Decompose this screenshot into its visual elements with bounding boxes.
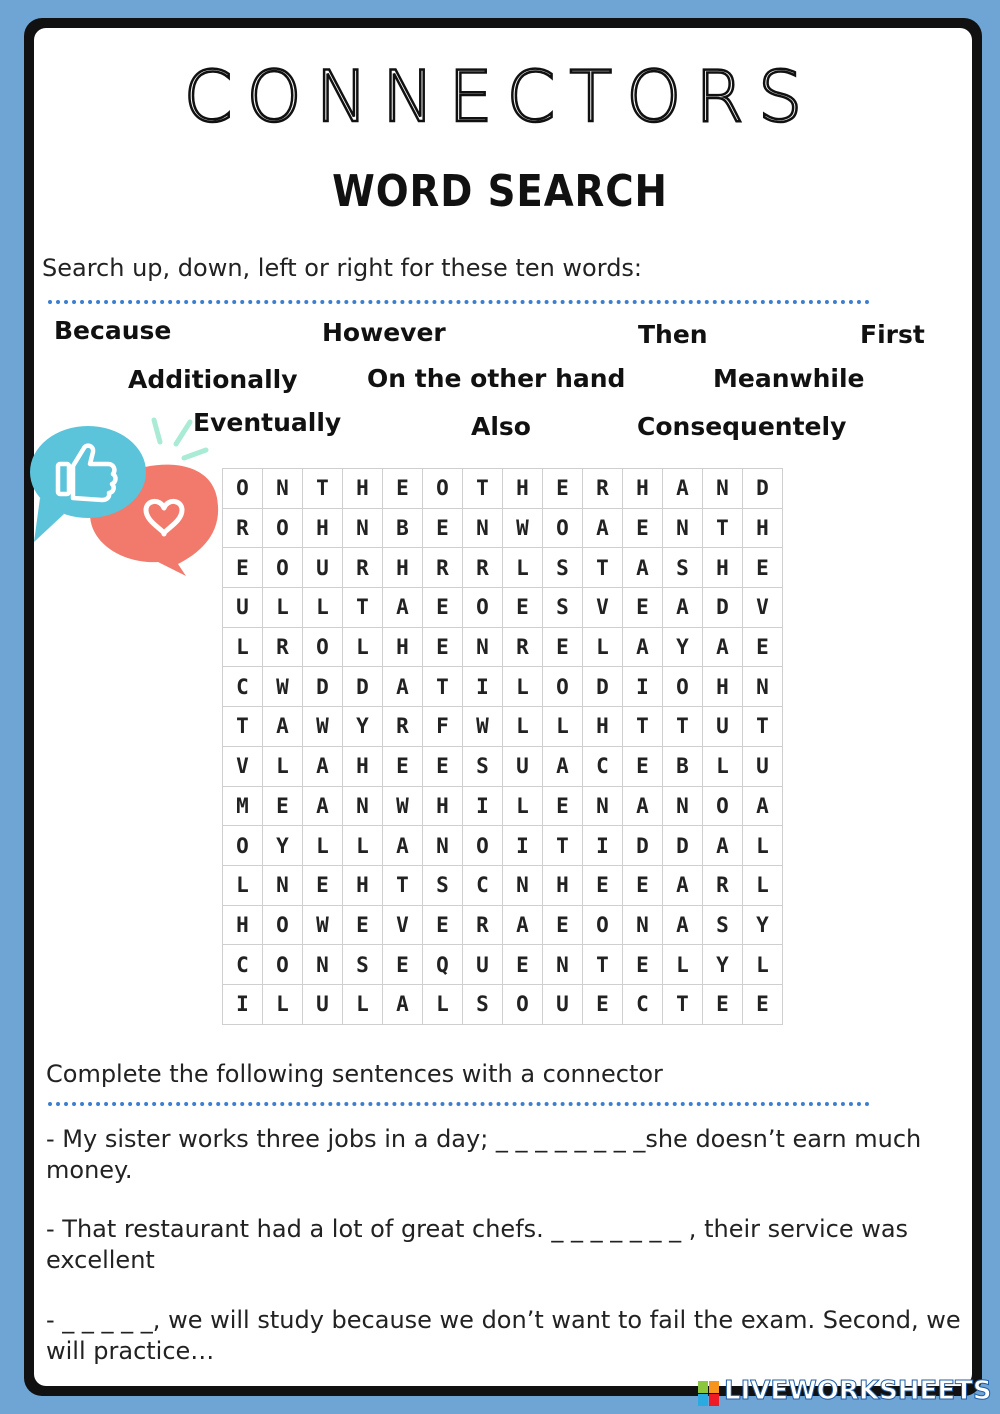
footer-brand: LIVEWORKSHEETS — [724, 1376, 992, 1406]
grid-cell[interactable]: N — [543, 945, 583, 985]
grid-cell[interactable]: S — [663, 548, 703, 588]
grid-cell[interactable]: R — [383, 707, 423, 747]
grid-cell[interactable]: W — [303, 906, 343, 946]
grid-cell[interactable]: E — [583, 866, 623, 906]
grid-cell[interactable]: R — [423, 548, 463, 588]
grid-cell[interactable]: I — [623, 667, 663, 707]
grid-cell[interactable]: U — [703, 707, 743, 747]
grid-cell[interactable]: L — [343, 628, 383, 668]
like-heart-bubbles-icon — [28, 414, 228, 584]
word-item: Then — [638, 320, 708, 349]
grid-cell[interactable]: O — [503, 985, 543, 1025]
grid-cell[interactable]: A — [623, 628, 663, 668]
grid-cell[interactable]: V — [223, 747, 263, 787]
grid-cell[interactable]: D — [703, 588, 743, 628]
grid-cell[interactable]: S — [703, 906, 743, 946]
grid-cell[interactable]: D — [343, 667, 383, 707]
grid-cell[interactable]: L — [343, 826, 383, 866]
page-subtitle: WORD SEARCH — [332, 166, 668, 217]
grid-cell[interactable]: Y — [663, 628, 703, 668]
grid-cell[interactable]: T — [423, 667, 463, 707]
grid-cell[interactable]: A — [583, 509, 623, 549]
grid-cell[interactable]: C — [463, 866, 503, 906]
grid-cell[interactable]: L — [303, 588, 343, 628]
grid-cell[interactable]: B — [663, 747, 703, 787]
grid-cell[interactable]: O — [463, 826, 503, 866]
word-item: On the other hand — [367, 364, 626, 393]
grid-cell[interactable]: R — [263, 628, 303, 668]
grid-cell[interactable]: W — [463, 707, 503, 747]
word-search-grid — [222, 468, 783, 1025]
grid-cell[interactable]: C — [223, 945, 263, 985]
grid-cell[interactable]: I — [463, 667, 503, 707]
grid-cell[interactable]: E — [743, 628, 783, 668]
grid-cell[interactable]: N — [663, 509, 703, 549]
grid-cell[interactable]: E — [423, 628, 463, 668]
grid-cell[interactable]: W — [383, 787, 423, 827]
grid-cell[interactable]: N — [503, 866, 543, 906]
grid-cell[interactable]: N — [303, 945, 343, 985]
grid-cell[interactable]: T — [343, 588, 383, 628]
grid-cell[interactable]: L — [743, 945, 783, 985]
grid-cell[interactable]: A — [703, 826, 743, 866]
grid-cell[interactable]: N — [263, 469, 303, 509]
grid-cell[interactable]: V — [743, 588, 783, 628]
grid-cell[interactable]: O — [423, 469, 463, 509]
grid-cell[interactable]: N — [623, 906, 663, 946]
grid-cell[interactable]: A — [663, 588, 703, 628]
grid-cell[interactable]: H — [343, 866, 383, 906]
word-item: Additionally — [128, 365, 298, 394]
grid-cell[interactable]: R — [463, 906, 503, 946]
word-item: First — [860, 320, 925, 349]
grid-cell[interactable]: E — [503, 945, 543, 985]
grid-cell[interactable]: E — [223, 548, 263, 588]
grid-cell[interactable]: O — [463, 588, 503, 628]
grid-cell[interactable]: N — [743, 667, 783, 707]
grid-cell[interactable]: L — [263, 588, 303, 628]
grid-cell[interactable]: A — [703, 628, 743, 668]
grid-cell[interactable]: O — [663, 667, 703, 707]
grid-cell[interactable]: H — [223, 906, 263, 946]
grid-cell[interactable]: C — [583, 747, 623, 787]
grid-cell[interactable]: H — [703, 667, 743, 707]
grid-cell[interactable]: E — [423, 747, 463, 787]
grid-cell[interactable]: D — [623, 826, 663, 866]
grid-cell[interactable]: O — [703, 787, 743, 827]
grid-cell[interactable]: E — [303, 866, 343, 906]
grid-cell[interactable]: H — [743, 509, 783, 549]
grid-cell[interactable]: T — [303, 469, 343, 509]
grid-cell[interactable]: A — [383, 826, 423, 866]
grid-cell[interactable]: E — [383, 945, 423, 985]
grid-cell[interactable]: A — [263, 707, 303, 747]
grid-cell[interactable]: E — [543, 906, 583, 946]
grid-cell[interactable]: O — [303, 628, 343, 668]
grid-cell[interactable]: S — [543, 548, 583, 588]
grid-cell[interactable]: L — [543, 707, 583, 747]
grid-cell[interactable]: C — [623, 985, 663, 1025]
grid-cell[interactable]: L — [743, 866, 783, 906]
grid-cell[interactable]: L — [503, 787, 543, 827]
grid-cell[interactable]: H — [583, 707, 623, 747]
grid-cell[interactable]: H — [383, 628, 423, 668]
sentence-2: - That restaurant had a lot of great chefs. _ _ _ _ _ _ _ , their service was excellent — [46, 1215, 909, 1274]
grid-cell[interactable]: N — [423, 826, 463, 866]
grid-cell[interactable]: H — [423, 787, 463, 827]
grid-cell[interactable]: O — [263, 906, 303, 946]
grid-cell[interactable]: N — [583, 787, 623, 827]
grid-cell[interactable]: A — [623, 548, 663, 588]
sentence-3: - _ _ _ _ _, we will study because we don’t want to fail the exam. Second, we will practice… — [46, 1306, 961, 1365]
grid-cell[interactable]: Q — [423, 945, 463, 985]
grid-cell[interactable]: E — [263, 787, 303, 827]
grid-cell[interactable]: A — [383, 985, 423, 1025]
word-item: Because — [54, 316, 172, 345]
grid-cell[interactable]: R — [343, 548, 383, 588]
grid-cell[interactable]: A — [503, 906, 543, 946]
word-item: However — [322, 318, 446, 347]
grid-cell[interactable]: T — [663, 985, 703, 1025]
grid-cell[interactable]: U — [303, 548, 343, 588]
grid-cell[interactable]: S — [543, 588, 583, 628]
grid-cell[interactable]: E — [703, 985, 743, 1025]
grid-cell[interactable]: E — [583, 985, 623, 1025]
grid-cell[interactable]: R — [703, 866, 743, 906]
grid-cell[interactable]: A — [303, 747, 343, 787]
grid-cell[interactable]: Y — [743, 906, 783, 946]
grid-cell[interactable]: N — [463, 628, 503, 668]
grid-cell[interactable]: Y — [703, 945, 743, 985]
grid-cell[interactable]: N — [343, 509, 383, 549]
grid-cell[interactable]: E — [423, 906, 463, 946]
liveworksheets-logo-icon — [698, 1381, 720, 1407]
word-item: Consequentely — [637, 412, 847, 441]
grid-cell[interactable]: A — [663, 866, 703, 906]
grid-cell[interactable]: W — [263, 667, 303, 707]
grid-cell[interactable]: T — [223, 707, 263, 747]
grid-cell[interactable]: N — [343, 787, 383, 827]
search-instruction: Search up, down, left or right for these ten words: — [42, 254, 643, 282]
grid-cell[interactable]: E — [543, 469, 583, 509]
dotted-divider-bottom — [48, 1102, 870, 1106]
grid-cell[interactable]: L — [503, 707, 543, 747]
grid-cell[interactable]: R — [503, 628, 543, 668]
grid-cell[interactable]: T — [543, 826, 583, 866]
grid-cell[interactable]: F — [423, 707, 463, 747]
grid-cell[interactable]: U — [743, 747, 783, 787]
grid-cell[interactable]: H — [383, 548, 423, 588]
word-item: Meanwhile — [713, 364, 865, 393]
grid-cell[interactable]: L — [423, 985, 463, 1025]
grid-cell[interactable]: E — [543, 628, 583, 668]
grid-cell[interactable]: I — [223, 985, 263, 1025]
grid-cell[interactable]: U — [503, 747, 543, 787]
grid-cell[interactable]: O — [223, 469, 263, 509]
grid-cell[interactable]: H — [543, 866, 583, 906]
grid-cell[interactable]: S — [463, 747, 503, 787]
grid-cell[interactable]: O — [263, 945, 303, 985]
grid-cell[interactable]: R — [223, 509, 263, 549]
grid-cell[interactable]: L — [303, 826, 343, 866]
grid-cell[interactable]: T — [383, 866, 423, 906]
grid-cell[interactable]: O — [263, 509, 303, 549]
grid-cell[interactable]: L — [663, 945, 703, 985]
word-item: Eventually — [193, 408, 342, 437]
grid-cell[interactable]: T — [463, 469, 503, 509]
grid-cell[interactable]: T — [743, 707, 783, 747]
grid-cell[interactable]: U — [303, 985, 343, 1025]
grid-cell[interactable]: T — [623, 707, 663, 747]
grid-cell[interactable]: T — [583, 945, 623, 985]
grid-cell[interactable]: O — [223, 826, 263, 866]
grid-cell[interactable]: T — [663, 707, 703, 747]
grid-cell[interactable]: A — [303, 787, 343, 827]
word-item: Also — [471, 412, 531, 441]
dotted-divider-top — [48, 300, 870, 304]
grid-cell[interactable]: D — [303, 667, 343, 707]
grid-cell[interactable]: L — [223, 866, 263, 906]
grid-cell[interactable]: E — [423, 588, 463, 628]
grid-cell[interactable]: A — [543, 747, 583, 787]
grid-cell[interactable]: L — [583, 628, 623, 668]
grid-cell[interactable]: H — [343, 747, 383, 787]
grid-cell[interactable]: R — [463, 548, 503, 588]
grid-cell[interactable]: L — [343, 985, 383, 1025]
grid-cell[interactable]: H — [343, 469, 383, 509]
grid-cell[interactable]: R — [583, 469, 623, 509]
grid-cell[interactable]: L — [223, 628, 263, 668]
grid-cell[interactable]: O — [263, 548, 303, 588]
grid-cell[interactable]: L — [703, 747, 743, 787]
grid-cell[interactable]: N — [663, 787, 703, 827]
grid-cell[interactable]: E — [383, 747, 423, 787]
complete-instruction: Complete the following sentences with a connector — [46, 1060, 663, 1088]
grid-cell[interactable]: E — [543, 787, 583, 827]
grid-cell[interactable]: V — [583, 588, 623, 628]
grid-cell[interactable]: H — [623, 469, 663, 509]
grid-cell[interactable]: A — [383, 667, 423, 707]
grid-cell[interactable]: N — [463, 509, 503, 549]
sentence-1: - My sister works three jobs in a day; _ _ _ _ _ _ _ _she doesn’t earn much money. — [46, 1125, 922, 1184]
grid-cell[interactable]: L — [263, 747, 303, 787]
grid-cell[interactable]: W — [503, 509, 543, 549]
grid-cell[interactable]: I — [503, 826, 543, 866]
grid-cell[interactable]: D — [743, 469, 783, 509]
grid-cell[interactable]: S — [463, 985, 503, 1025]
grid-cell[interactable]: D — [663, 826, 703, 866]
grid-cell[interactable]: E — [343, 906, 383, 946]
grid-cell[interactable]: L — [743, 826, 783, 866]
grid-cell[interactable]: W — [303, 707, 343, 747]
grid-cell[interactable]: C — [223, 667, 263, 707]
grid-cell[interactable]: A — [663, 906, 703, 946]
grid-cell[interactable]: E — [623, 509, 663, 549]
grid-cell[interactable]: S — [343, 945, 383, 985]
grid-cell[interactable]: U — [543, 985, 583, 1025]
grid-cell[interactable]: E — [623, 588, 663, 628]
grid-cell[interactable]: H — [703, 548, 743, 588]
grid-cell[interactable]: U — [223, 588, 263, 628]
grid-cell[interactable]: O — [583, 906, 623, 946]
grid-cell[interactable]: T — [703, 509, 743, 549]
grid-cell[interactable]: H — [503, 469, 543, 509]
grid-cell[interactable]: N — [703, 469, 743, 509]
grid-cell[interactable]: O — [543, 509, 583, 549]
grid-cell[interactable]: V — [383, 906, 423, 946]
grid-cell[interactable]: E — [743, 985, 783, 1025]
grid-cell[interactable]: A — [383, 588, 423, 628]
grid-cell[interactable]: B — [383, 509, 423, 549]
grid-cell[interactable]: E — [623, 945, 663, 985]
grid-cell[interactable]: D — [583, 667, 623, 707]
grid-cell[interactable]: Y — [263, 826, 303, 866]
grid-cell[interactable]: Y — [343, 707, 383, 747]
grid-cell[interactable]: I — [463, 787, 503, 827]
grid-cell[interactable]: L — [503, 548, 543, 588]
grid-cell[interactable]: E — [623, 747, 663, 787]
grid-cell[interactable]: H — [303, 509, 343, 549]
grid-cell[interactable]: N — [263, 866, 303, 906]
grid-cell[interactable]: A — [663, 469, 703, 509]
grid-cell[interactable]: E — [423, 509, 463, 549]
grid-cell[interactable]: A — [623, 787, 663, 827]
grid-cell[interactable]: O — [543, 667, 583, 707]
grid-cell[interactable]: U — [463, 945, 503, 985]
grid-cell[interactable]: I — [583, 826, 623, 866]
grid-cell[interactable]: S — [423, 866, 463, 906]
grid-cell[interactable]: M — [223, 787, 263, 827]
grid-cell[interactable]: L — [263, 985, 303, 1025]
grid-cell[interactable]: T — [583, 548, 623, 588]
grid-cell[interactable]: A — [743, 787, 783, 827]
grid-cell[interactable]: E — [503, 588, 543, 628]
grid-cell[interactable]: L — [503, 667, 543, 707]
grid-cell[interactable]: E — [383, 469, 423, 509]
grid-cell[interactable]: E — [623, 866, 663, 906]
page-title: CONNECTORS — [183, 56, 817, 138]
grid-cell[interactable]: E — [743, 548, 783, 588]
